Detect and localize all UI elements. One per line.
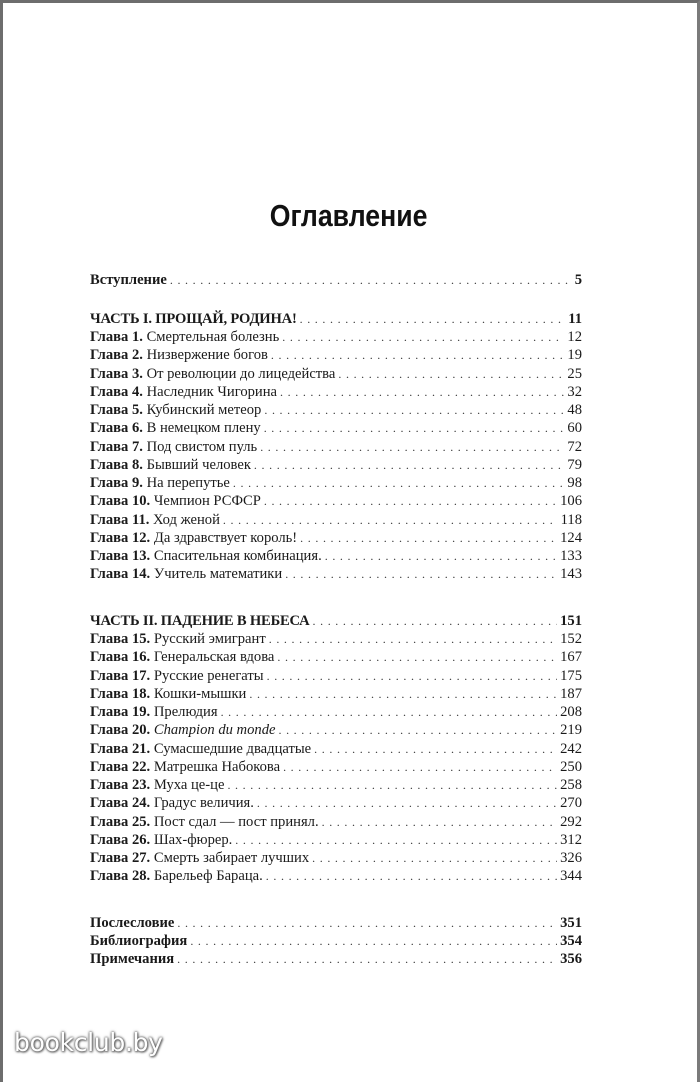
chapter-title: Матрешка Набокова — [153, 758, 281, 775]
chapter-title: Спасительная комбинация. — [153, 548, 322, 564]
chapter-label — [90, 328, 279, 346]
chapter-title: Муха це-це — [153, 777, 225, 793]
leader-dots — [282, 328, 564, 346]
chapter-number: Глава 2. — [90, 347, 143, 364]
chapter-label — [90, 419, 261, 437]
chapter-page: 143 — [560, 566, 582, 583]
leader-dots — [177, 914, 557, 932]
leader-dots — [257, 794, 557, 812]
chapter-label — [90, 721, 275, 739]
chapter-label — [90, 776, 224, 794]
leader-dots — [322, 813, 558, 831]
chapter-label — [90, 849, 309, 867]
chapter-page: 19 — [567, 347, 582, 364]
chapter-page: 98 — [567, 475, 582, 491]
toc-entry-label: Примечания — [90, 951, 175, 967]
chapter-number: Глава 9. — [90, 475, 143, 491]
chapter-page: 187 — [560, 685, 582, 702]
toc-entry-page: 351 — [560, 915, 582, 931]
leader-dots — [264, 419, 565, 437]
toc-chapter-entry[interactable] — [90, 703, 582, 721]
chapter-label — [90, 794, 254, 812]
chapter-title: Кубинский метеор — [146, 402, 262, 418]
toc-chapter-entry[interactable] — [90, 776, 582, 794]
leader-dots — [264, 401, 564, 419]
leader-dots — [177, 950, 557, 968]
chapter-number: Глава 20. — [90, 722, 151, 739]
toc-chapter-entry[interactable] — [90, 667, 582, 685]
chapter-page: 72 — [567, 438, 582, 455]
chapter-label — [90, 630, 266, 648]
chapter-title: Champion du monde — [153, 722, 276, 739]
toc-entry-notes[interactable] — [90, 950, 582, 968]
toc-chapter-entry[interactable] — [90, 419, 582, 437]
toc-chapter-entry[interactable] — [90, 456, 582, 474]
chapter-label — [90, 831, 232, 849]
leader-dots — [235, 831, 557, 849]
toc-entry-page: 5 — [574, 272, 582, 288]
leader-dots — [264, 492, 557, 510]
toc-entry-page: 354 — [560, 933, 582, 949]
chapter-number: Глава 21. — [90, 740, 151, 757]
leader-dots — [314, 740, 557, 758]
chapter-page: 250 — [560, 758, 582, 775]
toc-part-page: 151 — [560, 613, 582, 629]
leader-dots — [223, 511, 558, 529]
chapter-page: 48 — [567, 402, 582, 418]
chapter-title: Да здравствует король! — [153, 529, 298, 546]
chapter-label — [90, 401, 261, 419]
chapter-label — [90, 346, 268, 364]
leader-dots — [190, 932, 557, 950]
chapter-number: Глава 13. — [90, 548, 151, 564]
toc-chapter-entry[interactable] — [90, 813, 582, 831]
toc-chapter-entry[interactable] — [90, 365, 582, 383]
chapter-number: Глава 10. — [90, 493, 151, 510]
chapter-page: 292 — [560, 813, 582, 830]
toc-part-label: ЧАСТЬ I. ПРОЩАЙ, РОДИНА! — [90, 311, 297, 327]
chapter-page: 133 — [560, 548, 582, 564]
chapter-number: Глава 28. — [90, 868, 151, 885]
toc-part-1[interactable] — [90, 310, 582, 328]
chapter-page: 12 — [567, 329, 582, 345]
chapter-label — [90, 703, 218, 721]
chapter-label — [90, 511, 220, 529]
chapter-page: 118 — [560, 511, 582, 528]
chapter-page: 326 — [560, 850, 582, 866]
chapter-page: 219 — [560, 722, 582, 739]
chapter-number: Глава 7. — [90, 438, 143, 455]
chapter-number: Глава 8. — [90, 456, 143, 473]
chapter-page: 270 — [560, 795, 582, 812]
chapter-number: Глава 1. — [90, 329, 143, 345]
chapter-title: Смертельная болезнь — [146, 329, 280, 345]
chapter-title: Бывший человек — [146, 456, 251, 473]
chapter-page: 175 — [560, 667, 582, 684]
leader-dots — [233, 474, 564, 492]
chapter-number: Глава 17. — [90, 667, 151, 684]
chapter-label — [90, 383, 277, 401]
toc-chapter-entry[interactable] — [90, 511, 582, 529]
leader-dots — [338, 365, 564, 383]
toc-entry-label: Библиография — [90, 933, 188, 949]
watermark-logo: bookclub.by — [14, 1028, 163, 1057]
toc-entry-afterword[interactable] — [90, 914, 582, 932]
chapter-number: Глава 23. — [90, 777, 151, 793]
chapter-label — [90, 547, 322, 565]
chapter-number: Глава 18. — [90, 685, 151, 702]
leader-dots — [280, 383, 564, 401]
chapter-number: Глава 27. — [90, 850, 151, 866]
chapter-title: Барельеф Бараца. — [153, 868, 263, 885]
toc-chapter-entry[interactable] — [90, 401, 582, 419]
chapter-page: 344 — [560, 868, 582, 885]
chapter-title: Учитель математики — [153, 566, 283, 583]
chapter-label — [90, 685, 246, 703]
toc-part-page: 11 — [568, 311, 582, 327]
toc-chapter-entry[interactable] — [90, 867, 582, 885]
chapter-title: В немецком плену — [146, 420, 261, 437]
chapter-title: Градус величия. — [153, 795, 254, 812]
chapter-label — [90, 365, 335, 383]
chapter-label — [90, 565, 282, 583]
chapter-title: Прелюдия — [153, 704, 218, 720]
chapter-title: Пост сдал — пост принял. — [153, 813, 319, 830]
chapter-page: 258 — [560, 777, 582, 793]
chapter-number: Глава 25. — [90, 813, 151, 830]
chapter-page: 208 — [560, 704, 582, 720]
chapter-title: Смерть забирает лучших — [153, 850, 310, 866]
toc-chapter-entry[interactable] — [90, 758, 582, 776]
chapter-page: 25 — [567, 365, 582, 382]
chapter-page: 60 — [567, 420, 582, 437]
leader-dots — [285, 565, 557, 583]
toc-chapter-entry[interactable] — [90, 630, 582, 648]
leader-dots — [313, 612, 558, 630]
toc-chapter-entry[interactable] — [90, 529, 582, 547]
chapter-label — [90, 667, 264, 685]
toc-chapter-entry[interactable] — [90, 831, 582, 849]
leader-dots — [312, 849, 557, 867]
chapter-page: 242 — [560, 740, 582, 757]
toc-entry-bibliography[interactable] — [90, 932, 582, 950]
toc-entry-label: Вступление — [90, 272, 167, 288]
leader-dots — [300, 529, 557, 547]
chapter-page: 312 — [560, 831, 582, 848]
toc-entry-intro[interactable] — [90, 271, 582, 289]
toc-chapter-entry[interactable] — [90, 740, 582, 758]
toc-chapter-entry[interactable] — [90, 685, 582, 703]
chapter-title: Ход женой — [153, 511, 220, 528]
leader-dots — [260, 438, 564, 456]
leader-dots — [300, 310, 566, 328]
chapter-number: Глава 22. — [90, 758, 151, 775]
chapter-number: Глава 12. — [90, 529, 151, 546]
chapter-title: Русский эмигрант — [153, 631, 266, 647]
toc-chapter-entry[interactable] — [90, 492, 582, 510]
chapter-number: Глава 16. — [90, 649, 151, 666]
chapter-page: 152 — [560, 631, 582, 647]
chapter-page: 167 — [560, 649, 582, 666]
leader-dots — [227, 776, 557, 794]
page-title: Оглавление — [269, 198, 428, 233]
chapter-title: Чемпион РСФСР — [153, 493, 261, 510]
toc-chapter-entry[interactable] — [90, 328, 582, 346]
leader-dots — [271, 346, 565, 364]
leader-dots — [249, 685, 557, 703]
leader-dots — [221, 703, 558, 721]
chapter-number: Глава 11. — [90, 511, 150, 528]
leader-dots — [254, 456, 564, 474]
toc-part-label: ЧАСТЬ II. ПАДЕНИЕ В НЕБЕСА — [90, 613, 310, 629]
toc-part-2[interactable] — [90, 612, 582, 630]
chapter-label — [90, 529, 297, 547]
leader-dots — [278, 721, 557, 739]
chapter-label — [90, 492, 261, 510]
toc-chapter-entry[interactable] — [90, 794, 582, 812]
toc-chapter-entry[interactable] — [90, 648, 582, 666]
leader-dots — [325, 547, 557, 565]
toc-chapter-entry[interactable] — [90, 346, 582, 364]
toc-chapter-entry[interactable] — [90, 438, 582, 456]
chapter-number: Глава 3. — [90, 365, 143, 382]
chapter-page: 106 — [560, 493, 582, 510]
leader-dots — [283, 758, 557, 776]
toc-chapter-entry[interactable] — [90, 849, 582, 867]
toc-chapter-entry[interactable] — [90, 474, 582, 492]
chapter-title: Наследник Чигорина — [146, 383, 278, 400]
chapter-title: Под свистом пуль — [146, 438, 258, 455]
chapter-number: Глава 14. — [90, 566, 151, 583]
chapter-number: Глава 5. — [90, 402, 143, 418]
chapter-page: 32 — [567, 383, 582, 400]
chapter-number: Глава 26. — [90, 831, 151, 848]
toc-chapter-entry[interactable] — [90, 565, 582, 583]
toc-entry-label: Послесловие — [90, 915, 175, 931]
chapter-title: Сумасшедшие двадцатые — [153, 740, 312, 757]
chapter-label — [90, 758, 280, 776]
chapter-number: Глава 4. — [90, 383, 143, 400]
chapter-number: Глава 6. — [90, 420, 143, 437]
chapter-title: Кошки-мышки — [153, 685, 247, 702]
chapter-page: 124 — [560, 529, 582, 546]
chapter-label — [90, 740, 311, 758]
leader-dots — [277, 648, 557, 666]
chapter-title: Низвержение богов — [146, 347, 268, 364]
chapter-number: Глава 15. — [90, 631, 151, 647]
chapter-number: Глава 24. — [90, 795, 151, 812]
chapter-label — [90, 456, 251, 474]
chapter-label — [90, 648, 274, 666]
chapter-page: 79 — [567, 456, 582, 473]
chapter-title: Русские ренегаты — [153, 667, 264, 684]
chapter-title: Шах-фюрер. — [153, 831, 233, 848]
chapter-title: От революции до лицедейства — [146, 365, 336, 382]
chapter-title: Генеральская вдова — [153, 649, 275, 666]
toc-entry-page: 356 — [560, 951, 582, 967]
leader-dots — [269, 630, 557, 648]
leader-dots — [267, 667, 558, 685]
chapter-label — [90, 867, 263, 885]
chapter-label — [90, 474, 230, 492]
chapter-label — [90, 438, 257, 456]
toc-chapter-entry[interactable] — [90, 383, 582, 401]
toc-chapter-entry[interactable] — [90, 547, 582, 565]
chapter-number: Глава 19. — [90, 704, 151, 720]
toc-chapter-entry[interactable] — [90, 721, 582, 739]
chapter-label — [90, 813, 319, 831]
chapter-title: На перепутье — [146, 475, 230, 491]
leader-dots — [266, 867, 557, 885]
leader-dots — [170, 271, 572, 289]
